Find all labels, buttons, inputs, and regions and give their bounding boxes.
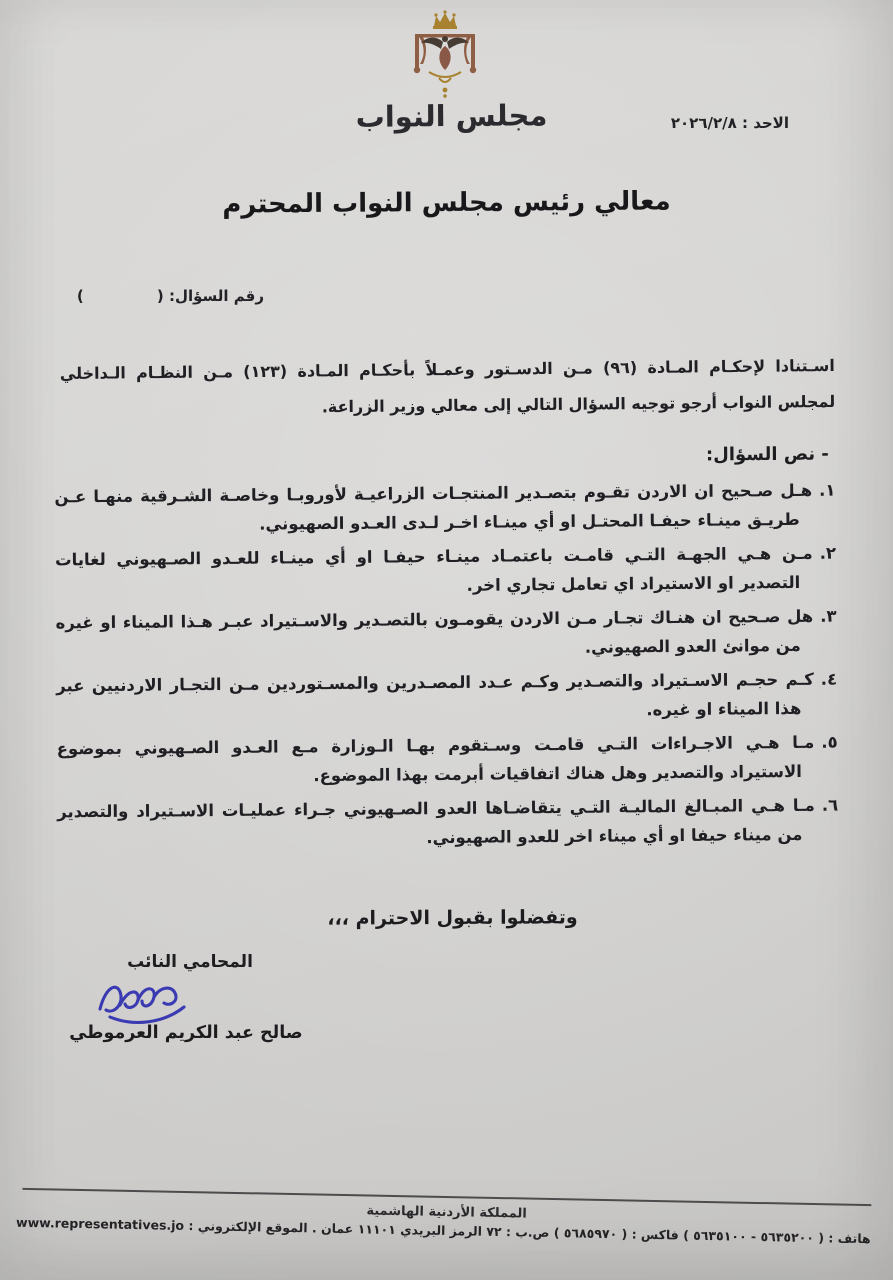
question-number: ٥. — [821, 732, 838, 752]
question-text-heading: - نص السؤال: — [706, 443, 830, 466]
intro-line-2: لمجلس النواب أرجو توجيه السؤال التالي إلى معالي وزير الزراعة. — [321, 391, 836, 417]
question-item — [57, 791, 838, 856]
question-item — [57, 728, 838, 793]
question-number-line: رقم السؤال: ( ) — [76, 287, 264, 305]
footer-contact-line: هاتف : ( ٥٦٣٥٢٠٠ - ٥٦٣٥١٠٠ ) فاكس : ( ٥٦٨٥٩٧٠ ) ص.ب : ٧٢ الرمز البريدي ١١١٠١ عمان . الموقع الإلكتروني : www.representatives.jo — [15, 1214, 871, 1247]
question-number: ١. — [819, 480, 836, 500]
intro-paragraph — [60, 348, 836, 428]
date-line: الاحد : ٢٠٢٦/٢/٨ — [670, 114, 789, 132]
question-text: هل صـحيح ان هنـاك تجـار مـن الاردن يقومـون بالتصـدير والاسـتيراد عبـر هـذا الميناء او غيره من موانئ العدو الصهيوني. — [55, 606, 814, 657]
question-number: ٤. — [820, 669, 838, 689]
jordan-coat-of-arms-icon — [399, 8, 491, 104]
question-number: ٦. — [821, 795, 839, 815]
question-number: ٢. — [819, 543, 837, 563]
question-text: هـل صـحيح ان الاردن تقـوم بتصـدير المنتجـات الزراعيـة لأوروبـا وخاصـة الشـرقية منهـا عـن طريـق مينـاء حيفـا المحتـل او أي مينـاء اخـر لـدى العـدو الصهيوني. — [54, 480, 813, 534]
closing-line: وتفضلوا بقبول الاحترام ،،، — [327, 906, 578, 930]
question-item — [54, 476, 835, 541]
signer-name: صالح عبد الكريم العرموطي — [69, 1023, 303, 1043]
intro-line-1: اسـتنادا لإحكـام المـادة (٩٦) مـن الدسـتور وعمـلاً بأحكـام المـادة (١٢٣) مـن النظـام الـداخلي — [59, 355, 835, 384]
question-item — [55, 602, 836, 667]
question-text: مـن هـي الجهـة التـي قامـت باعتمـاد مينـاء حيفـا او أي مينـاء للعـدو الصـهيوني لغايات التصدير او الاستيراد اي تعامل تجاري اخر. — [54, 543, 813, 595]
question-text: كـم حجـم الاسـتيراد والتصـدير وكـم عـدد المصـدرين والمسـتوردين مـن التجـار الاردنيين عبر هذا الميناء او غيره. — [56, 669, 814, 720]
question-item — [55, 539, 836, 604]
letter-title: معالي رئيس مجلس النواب المحترم — [222, 186, 671, 220]
footer — [15, 1188, 872, 1247]
question-item — [56, 665, 837, 730]
question-text: مـا هـي المبـالغ الماليـة التـي يتقاضـاها العدو الصـهيوني جـراء عمليـات الاسـتيراد والتصدير من ميناء حيفا او أي ميناء اخر للعدو الصهيوني. — [57, 795, 815, 848]
kingdom-calligraphy: المملكة الأردنية الهاشمية — [366, 1203, 527, 1222]
signer-role: المحامي النائب — [127, 952, 253, 972]
question-text: مـا هـي الاجـراءات التـي قامـت وسـتقوم بهـا الـوزارة مـع العـدو الصـهيوني بموضوع الاستيراد والتصدير وهل هناك اتفاقيات أبرمت بهذا الموضوع. — [56, 732, 815, 786]
question-number: ٣. — [820, 606, 837, 626]
parliament-calligraphy: مجلس النواب — [355, 98, 548, 134]
questions-list — [54, 476, 838, 861]
